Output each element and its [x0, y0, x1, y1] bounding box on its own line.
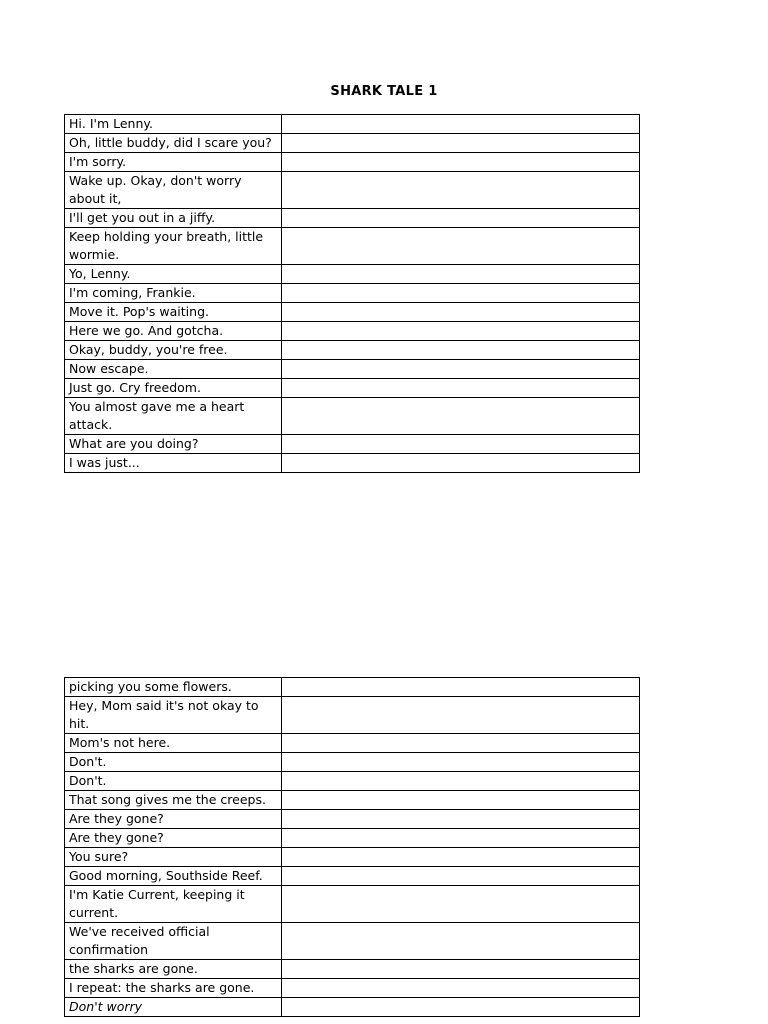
line-text: Are they gone?: [65, 810, 282, 829]
line-text: Hi. I'm Lenny.: [65, 115, 282, 134]
line-text: Okay, buddy, you're free.: [65, 341, 282, 360]
table-row: [65, 697, 640, 734]
blank-cell: [282, 848, 640, 867]
line-text: We've received official confirmation: [65, 923, 282, 960]
table-row: [65, 829, 640, 848]
line-text: Don't worry: [65, 998, 282, 1017]
line-text: I'll get you out in a jiffy.: [65, 209, 282, 228]
line-text: Just go. Cry freedom.: [65, 379, 282, 398]
blank-cell: [282, 341, 640, 360]
table-row: [65, 435, 640, 454]
table-row: [65, 979, 640, 998]
blank-cell: [282, 998, 640, 1017]
blank-cell: [282, 134, 640, 153]
table-row: [65, 360, 640, 379]
table-row: [65, 209, 640, 228]
line-text: Move it. Pop's waiting.: [65, 303, 282, 322]
table-row: [65, 284, 640, 303]
blank-cell: [282, 791, 640, 810]
table-row: [65, 454, 640, 473]
line-text: Are they gone?: [65, 829, 282, 848]
table-row: [65, 322, 640, 341]
table-row: [65, 923, 640, 960]
line-text: Hey, Mom said it's not okay to hit.: [65, 697, 282, 734]
table-row: [65, 867, 640, 886]
table-row: [65, 341, 640, 360]
blank-cell: [282, 923, 640, 960]
line-text: What are you doing?: [65, 435, 282, 454]
line-text: Here we go. And gotcha.: [65, 322, 282, 341]
blank-cell: [282, 979, 640, 998]
blank-cell: [282, 228, 640, 265]
table-row: [65, 303, 640, 322]
table-row: [65, 134, 640, 153]
blank-cell: [282, 678, 640, 697]
line-text: Good morning, Southside Reef.: [65, 867, 282, 886]
blank-cell: [282, 284, 640, 303]
table-row: [65, 960, 640, 979]
blank-cell: [282, 829, 640, 848]
line-text: That song gives me the creeps.: [65, 791, 282, 810]
line-text: I repeat: the sharks are gone.: [65, 979, 282, 998]
line-text: Oh, little buddy, did I scare you?: [65, 134, 282, 153]
line-text: picking you some flowers.: [65, 678, 282, 697]
blank-cell: [282, 379, 640, 398]
line-text: the sharks are gone.: [65, 960, 282, 979]
blank-cell: [282, 322, 640, 341]
blank-cell: [282, 960, 640, 979]
blank-cell: [282, 153, 640, 172]
blank-cell: [282, 886, 640, 923]
blank-cell: [282, 753, 640, 772]
table-row: [65, 848, 640, 867]
blank-cell: [282, 772, 640, 791]
table-row: [65, 753, 640, 772]
dialogue-table-2: [64, 677, 640, 1017]
table-row: [65, 886, 640, 923]
line-text: I'm sorry.: [65, 153, 282, 172]
line-text: You sure?: [65, 848, 282, 867]
table-row: [65, 734, 640, 753]
table-row: [65, 115, 640, 134]
table-row: [65, 791, 640, 810]
line-text: I'm coming, Frankie.: [65, 284, 282, 303]
line-text: I was just...: [65, 454, 282, 473]
table-row: [65, 172, 640, 209]
table-row: [65, 228, 640, 265]
table-row: [65, 265, 640, 284]
line-text: Don't.: [65, 772, 282, 791]
line-text: Mom's not here.: [65, 734, 282, 753]
line-text: Keep holding your breath, little wormie.: [65, 228, 282, 265]
table-row: [65, 998, 640, 1017]
blank-cell: [282, 115, 640, 134]
table-row: [65, 153, 640, 172]
blank-cell: [282, 734, 640, 753]
blank-cell: [282, 360, 640, 379]
blank-cell: [282, 398, 640, 435]
blank-cell: [282, 454, 640, 473]
line-text: You almost gave me a heart attack.: [65, 398, 282, 435]
line-text: Wake up. Okay, don't worry about it,: [65, 172, 282, 209]
blank-cell: [282, 303, 640, 322]
blank-cell: [282, 697, 640, 734]
line-text: Yo, Lenny.: [65, 265, 282, 284]
table-row: [65, 379, 640, 398]
table-row: [65, 772, 640, 791]
blank-cell: [282, 172, 640, 209]
blank-cell: [282, 810, 640, 829]
table-row: [65, 810, 640, 829]
blank-cell: [282, 435, 640, 454]
blank-cell: [282, 265, 640, 284]
table-row: [65, 398, 640, 435]
table-row: [65, 678, 640, 697]
blank-cell: [282, 209, 640, 228]
document-title: SHARK TALE 1: [330, 84, 438, 99]
blank-cell: [282, 867, 640, 886]
line-text: Don't.: [65, 753, 282, 772]
line-text: Now escape.: [65, 360, 282, 379]
dialogue-table-1: [64, 114, 640, 473]
line-text: I'm Katie Current, keeping it current.: [65, 886, 282, 923]
